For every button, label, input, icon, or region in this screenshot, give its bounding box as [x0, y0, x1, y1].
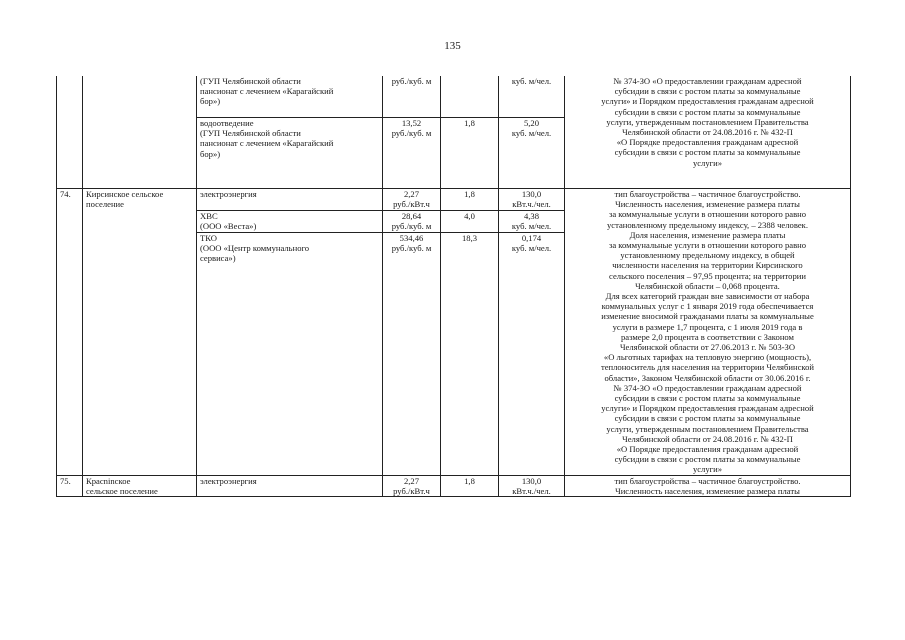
settlement-name: Красninское сельское поселение [83, 475, 197, 496]
row-note: № 374-ЗО «О предоставлении гражданам адресной субсидии в связи с ростом платы за коммунальные услуги» и Порядком предоставления гражданам адресной субсидии в связи с ростом платы за коммунальные услуги, утвержденным постановлением Правительства Челябинской области от 24.08.2016 г. № 432-П «О Порядке предоставления гражданам адресной субсидии в связи с ростом платы за коммунальные услуги» [565, 76, 851, 189]
service-factor: 18,3 [441, 233, 499, 476]
service-norm: 5,20 куб. м/чел. [499, 118, 565, 189]
row-number: 74. [57, 189, 83, 476]
page-number: 135 [444, 40, 461, 52]
service-factor: 1,8 [441, 189, 499, 211]
settlement-name [83, 76, 197, 189]
service-tariff: 2,27 руб./кВт.ч [383, 189, 441, 211]
service-norm: куб. м/чел. [499, 76, 565, 118]
service-name: электроэнергия [197, 189, 383, 211]
row-number: 75. [57, 475, 83, 496]
service-name: электроэнергия [197, 475, 383, 496]
service-norm: 4,38 куб. м/чел. [499, 211, 565, 233]
row-note: тип благоустройства – частичное благоустройство. Численность населения, изменение размера платы за коммунальные услуги в отношении которого равно установленному предельному индексу, – 2388 человек. Доля населения, изменение размера платы за коммунальные услуги в отношении которого равно установленному предельному индексу, в общей численности населения на территории Кирсинского сельского поселения – 97,95 процента; на территории Челябинской области – 0,068 процента. Для всех категорий граждан вне зависимости от набора коммунальных услуг с 1 января 2019 года обеспечивается изменение вносимой гражданами платы за коммунальные услуги в размере 1,7 процента, с 1 июля 2019 года в размере 2,0 процента в соответствии с Законом Челябинской области от 27.06.2013 г. № 503-ЗО «О льготных тарифах на тепловую энергию (мощность), теплоноситель для населения на территории Челябинской области», Законом Челябинской области от 30.06.2016 г. № 374-ЗО «О предоставлении гражданам адресной субсидии в связи с ростом платы за коммунальные услуги» и Порядком предоставления гражданам адресной субсидии в связи с ростом платы за коммунальные услуги, утвержденным постановлением Правительства Челябинской области от 24.08.2016 г. № 432-П «О Порядке предоставления гражданам адресной субсидии в связи с ростом платы за коммунальные услуги» [565, 189, 851, 476]
service-tariff: 28,64 руб./куб. м [383, 211, 441, 233]
service-name: водоотведение (ГУП Челябинской области пансионат с лечением «Карагайский бор») [197, 118, 383, 189]
utility-tariff-table [56, 76, 851, 497]
service-factor [441, 76, 499, 118]
service-name: ТКО (ООО «Центр коммунального сервиса») [197, 233, 383, 476]
service-factor: 1,8 [441, 475, 499, 496]
service-tariff: 2,27 руб./кВт.ч [383, 475, 441, 496]
service-norm: 0,174 куб. м/чел. [499, 233, 565, 476]
table-row [57, 189, 851, 211]
service-tariff: 534,46 руб./куб. м [383, 233, 441, 476]
service-tariff: руб./куб. м [383, 76, 441, 118]
service-factor: 4,0 [441, 211, 499, 233]
row-note: тип благоустройства – частичное благоустройство. Численность населения, изменение размера платы [565, 475, 851, 496]
service-tariff: 13,52 руб./куб. м [383, 118, 441, 189]
service-norm: 130,0 кВт.ч./чел. [499, 189, 565, 211]
row-number [57, 76, 83, 189]
service-name: ХВС (ООО «Веста») [197, 211, 383, 233]
service-factor: 1,8 [441, 118, 499, 189]
table-row [57, 475, 851, 496]
settlement-name: Кирсинское сельское поселение [83, 189, 197, 476]
service-norm: 130,0 кВт.ч./чел. [499, 475, 565, 496]
table-row [57, 76, 851, 118]
service-name: (ГУП Челябинской области пансионат с лечением «Карагайский бор») [197, 76, 383, 118]
